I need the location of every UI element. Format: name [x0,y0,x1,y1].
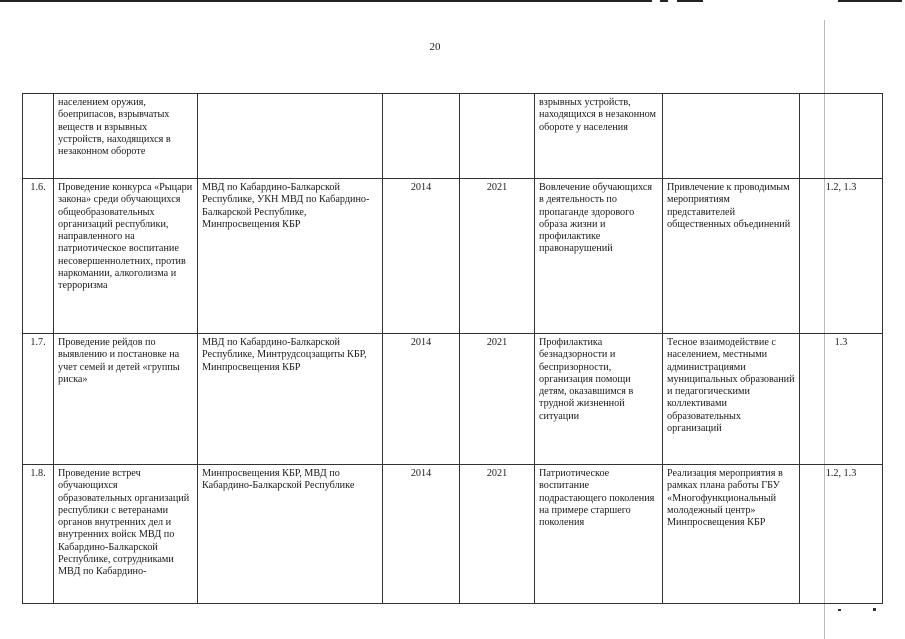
row-number: 1.7. [23,334,54,465]
year-start-cell: 2014 [383,465,460,604]
table-row [23,465,883,604]
year-start-cell [383,94,460,179]
table-row-continuation [23,94,883,179]
note-cell: Привлечение к проводимым мероприятиям представителей общественных объединений [663,179,800,334]
year-end-cell: 2021 [460,465,535,604]
year-start-cell: 2014 [383,334,460,465]
executor-cell: МВД по Кабардино-Балкарской Республике, Минтрудсоцзащиты КБР, Минпросвещения КБР [198,334,383,465]
items-cell: 1.2, 1.3 [800,465,883,604]
note-cell: Тесное взаимодействие с населением, местными администрациями муниципальных образований и педагогическими коллективами образовательных организаций [663,334,800,465]
executor-cell: МВД по Кабардино-Балкарской Республике, УКН МВД по Кабардино-Балкарской Республике, Минпросвещения КБР [198,179,383,334]
page-number: 20 [429,41,441,53]
activity-cell: Проведение конкурса «Рыцари закона» среди обучающихся общеобразовательных организаций республики, направленного на патриотическое воспитание несовершеннолетних, против наркомании, алкоголизма и терроризма [54,179,198,334]
row-number: 1.8. [23,465,54,604]
items-cell: 1.2, 1.3 [800,179,883,334]
year-start-cell: 2014 [383,179,460,334]
goal-cell: Вовлечение обучающихся в деятельность по пропаганде здорового образа жизни и профилактике правонарушений [535,179,663,334]
goal-cell: взрывных устройств, находящихся в незаконном обороте у населения [535,94,663,179]
scan-speck [838,609,841,611]
year-end-cell [460,94,535,179]
year-end-cell: 2021 [460,179,535,334]
executor-cell: Минпросвещения КБР, МВД по Кабардино-Балкарской Республике [198,465,383,604]
note-cell [663,94,800,179]
executor-cell [198,94,383,179]
program-table [22,93,883,604]
scan-top-rule-fragment [677,0,703,2]
items-cell [800,94,883,179]
row-number: 1.6. [23,179,54,334]
note-cell: Реализация мероприятия в рамках плана работы ГБУ «Многофункциональный молодежный центр» Минпросвещения КБР [663,465,800,604]
activity-cell: Проведение встреч обучающихся образовательных организаций республики с ветеранами органов внутренних дел и внутренних войск МВД по Кабардино-Балкарской Республике, сотрудниками МВД по Кабардино- [54,465,198,604]
items-cell: 1.3 [800,334,883,465]
year-end-cell: 2021 [460,334,535,465]
scan-top-rule [0,0,652,2]
row-number [23,94,54,179]
goal-cell: Патриотическое воспитание подрастающего поколения на примере старшего поколения [535,465,663,604]
table-row [23,179,883,334]
scan-speck [873,608,876,611]
activity-cell: населением оружия, боеприпасов, взрывчатых веществ и взрывных устройств, находящихся в незаконном обороте [54,94,198,179]
activity-cell: Проведение рейдов по выявлению и постановке на учет семей и детей «группы риска» [54,334,198,465]
scan-top-rule-fragment [660,0,668,2]
goal-cell: Профилактика безнадзорности и беспризорности, организация помощи детям, оказавшимся в трудной жизненной ситуации [535,334,663,465]
scan-top-rule-fragment [838,0,902,2]
table-row [23,334,883,465]
